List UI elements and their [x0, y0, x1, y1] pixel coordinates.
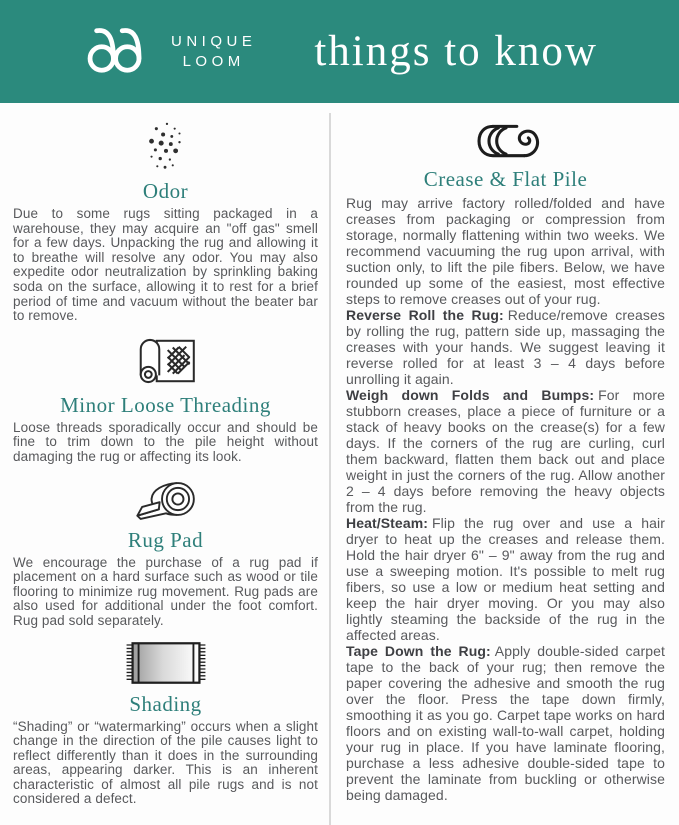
shaded-rug-icon — [13, 639, 318, 687]
left-column — [0, 120, 329, 825]
section-body: “Shading” or “watermarking” occurs when a slight change in the direction of the pile causes light to reflect differently than it does in the surrounding areas, appearing darker. This is an inherent characteristic of almost all pile rugs and is not considered a defect. — [13, 718, 318, 807]
section-body: We encourage the purchase of a rug pad if placement on a hard surface such as wood or tile flooring to minimize rug movement. Rug pads are also used for additional under the foot comfort. Rug pad sold separately. — [13, 554, 318, 628]
tip-text: Reduce/remove creases by rolling the rug, pattern side up, massaging the creases with your hands. We suggest leaving it reverse rolled for at least 3 – 4 days before unrolling it again. — [346, 307, 665, 387]
header — [0, 0, 679, 103]
section-body: Due to some rugs sitting packaged in a warehouse, they may acquire an "off gas" smell for a few days. Unpacking the rug and allowing it to breathe will resolve any odor. You may also expedite odor neutralization by sprinkling baking soda on the surface, allowing it to rest for a brief period of time and vacuum without the beater bar to remove. — [13, 206, 318, 324]
brand — [82, 18, 256, 85]
section-heading: Crease & Flat Pile — [423, 167, 588, 191]
unique-loom-logo-icon — [82, 18, 158, 85]
tip-text: For more stubborn creases, place a piece of furniture or a stack of heavy books on the crease(s) for a few days. If the corners of the rug are curling, curl them backward, flatten them back out and place weight in just the corners of the rug. Allow another 2 – 4 days before removing the heavy objects from the rug. — [346, 387, 666, 515]
tip-reverse-roll — [346, 307, 665, 387]
column-divider — [329, 113, 331, 825]
tip-text: Flip the rug over and use a hair dryer to heat up the creases and release them. Hold the hair dryer 6" – 9" away from the rug and use a sweeping motion. It's possible to melt rug fibers, so use a low or medium heat setting and keep the hair dryer moving. Or you may also lightly steaming the backside of the rug in the affected areas. — [346, 515, 665, 643]
tip-label: Reverse Roll the Rug: — [346, 307, 504, 323]
tip-heat-steam — [346, 515, 665, 643]
creased-roll-icon — [346, 120, 665, 162]
brand-line2: LOOM — [182, 52, 245, 70]
section-body: Loose threads sporadically occur and should be fine to trim down to the pile height without damaging the rug or affecting its look. — [13, 419, 318, 464]
brand-wordmark — [171, 32, 256, 71]
section-rug-pad — [13, 475, 318, 629]
page-title: things to know — [314, 28, 598, 75]
tip-label: Weigh down Folds and Bumps: — [346, 387, 595, 403]
odor-dots-icon — [13, 120, 318, 174]
section-heading: Odor — [142, 179, 189, 203]
tip-weigh-down — [346, 387, 665, 515]
section-heading: Shading — [129, 691, 202, 716]
rolled-rug-icon — [13, 334, 318, 388]
section-heading: Rug Pad — [127, 527, 204, 552]
section-odor — [13, 120, 318, 324]
section-threading — [13, 334, 318, 465]
tip-text: Apply double-sided carpet tape to the back of your rug; then remove the paper covering the adhesive and smooth the rug over the floor. Press the tape down firmly, smoothing it as you go. Carpet tape works on hard floors and on existing wall-to-wall carpet, holding your rug in place. If you have laminate flooring, purchase a less adhesive double-sided tape to prevent the laminate from buckling or otherwise being damaged. — [346, 643, 665, 803]
brand-line1: UNIQUE — [171, 33, 257, 50]
section-intro: Rug may arrive factory rolled/folded and have creases from packaging or compression from storage, normally flattening within two weeks. We recommend vacuuming the rug upon arrival, with suction only, to lift the pile fibers. Below, we have rounded up some of the easiest, most effective steps to remove creases out of your rug. — [346, 195, 665, 307]
tip-label: Tape Down the Rug: — [346, 643, 491, 659]
tip-tape-down — [346, 643, 665, 803]
rug-pad-roll-icon — [13, 475, 318, 523]
right-column — [329, 120, 679, 825]
section-crease — [346, 120, 665, 803]
section-shading — [13, 639, 318, 808]
tip-label: Heat/Steam: — [346, 515, 429, 531]
content — [0, 103, 679, 825]
section-heading: Minor Loose Threading — [60, 392, 271, 417]
